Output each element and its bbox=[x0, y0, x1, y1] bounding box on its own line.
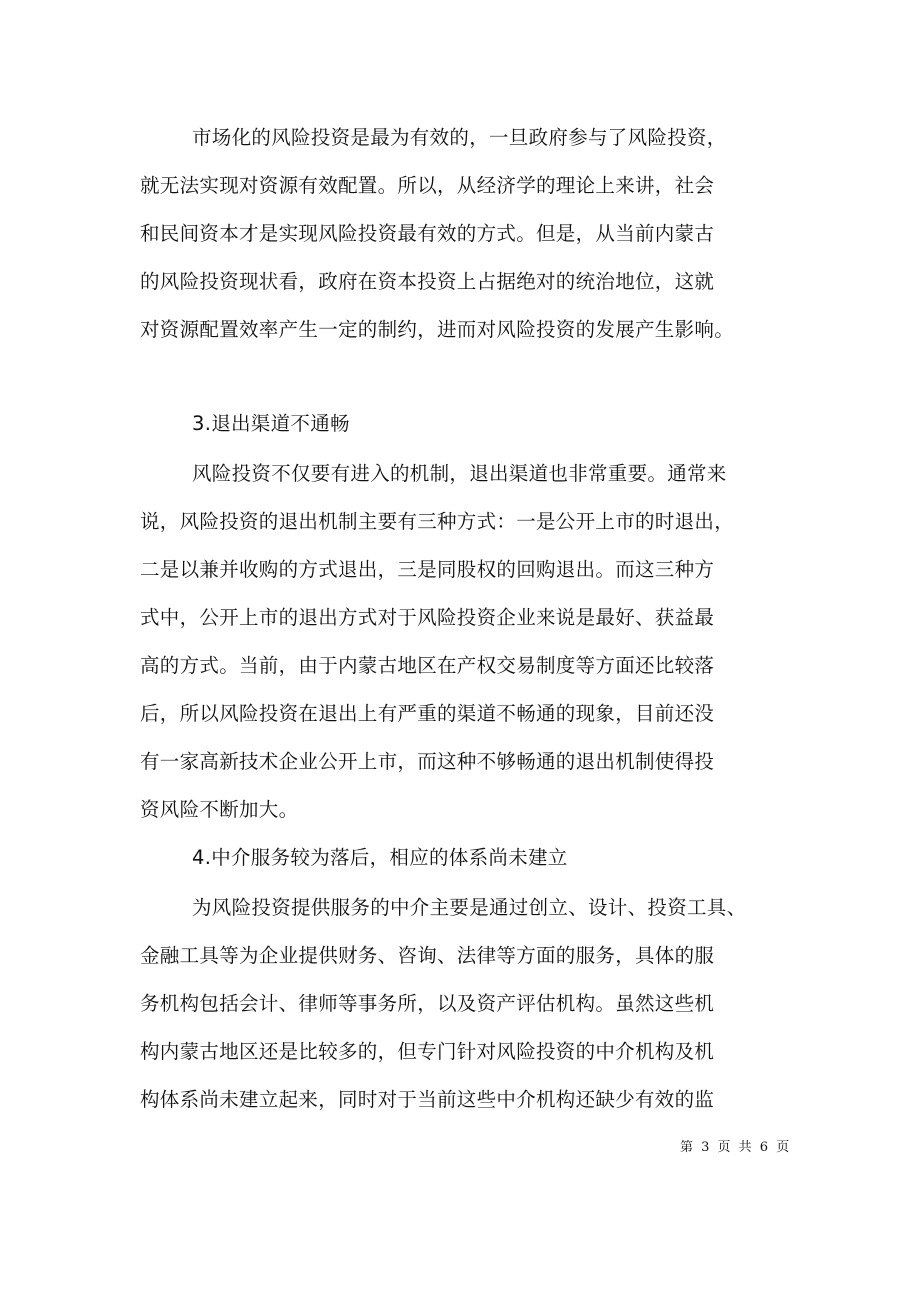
paragraph-line: 和民间资本才是实现风险投资最有效的方式。但是，从当前内蒙古 bbox=[140, 222, 715, 245]
paragraph-line: 风险投资不仅要有进入的机制，退出渠道也非常重要。通常来 bbox=[192, 462, 727, 485]
paragraph-line: 就无法实现对资源有效配置。所以，从经济学的理论上来讲，社会 bbox=[140, 174, 715, 197]
paragraph-line: 市场化的风险投资是最为有效的，一旦政府参与了风险投资， bbox=[192, 126, 727, 149]
paragraph-line: 式中，公开上市的退出方式对于风险投资企业来说是最好、获益最 bbox=[140, 606, 715, 629]
section-heading-3: 3.退出渠道不通畅 bbox=[192, 412, 350, 435]
paragraph-line: 后，所以风险投资在退出上有严重的渠道不畅通的现象，目前还没 bbox=[140, 702, 715, 725]
paragraph-line: 对资源配置效率产生一定的制约，进而对风险投资的发展产生影响。 bbox=[140, 318, 735, 341]
paragraph-line: 为风险投资提供服务的中介主要是通过创立、设计、投资工具、 bbox=[192, 896, 747, 919]
paragraph-line: 有一家高新技术企业公开上市，而这种不够畅通的退出机制使得投 bbox=[140, 750, 715, 773]
paragraph-line: 的风险投资现状看，政府在资本投资上占据绝对的统治地位，这就 bbox=[140, 270, 715, 293]
paragraph-line: 说，风险投资的退出机制主要有三种方式：一是公开上市的时退出， bbox=[140, 510, 735, 533]
paragraph-line: 二是以兼并收购的方式退出，三是同股权的回购退出。而这三种方 bbox=[140, 558, 715, 581]
page-number-footer: 第 3 页 共 6 页 bbox=[680, 1140, 792, 1155]
paragraph-line: 资风险不断加大。 bbox=[140, 798, 299, 821]
section-heading-4: 4.中介服务较为落后，相应的体系尚未建立 bbox=[192, 846, 568, 869]
paragraph-line: 金融工具等为企业提供财务、咨询、法律等方面的服务，具体的服 bbox=[140, 944, 715, 967]
paragraph-line: 务机构包括会计、律师等事务所，以及资产评估机构。虽然这些机 bbox=[140, 992, 715, 1015]
paragraph-line: 高的方式。当前，由于内蒙古地区在产权交易制度等方面还比较落 bbox=[140, 654, 715, 677]
paragraph-line: 构体系尚未建立起来，同时对于当前这些中介机构还缺少有效的监 bbox=[140, 1088, 715, 1111]
paragraph-line: 构内蒙古地区还是比较多的，但专门针对风险投资的中介机构及机 bbox=[140, 1040, 715, 1063]
